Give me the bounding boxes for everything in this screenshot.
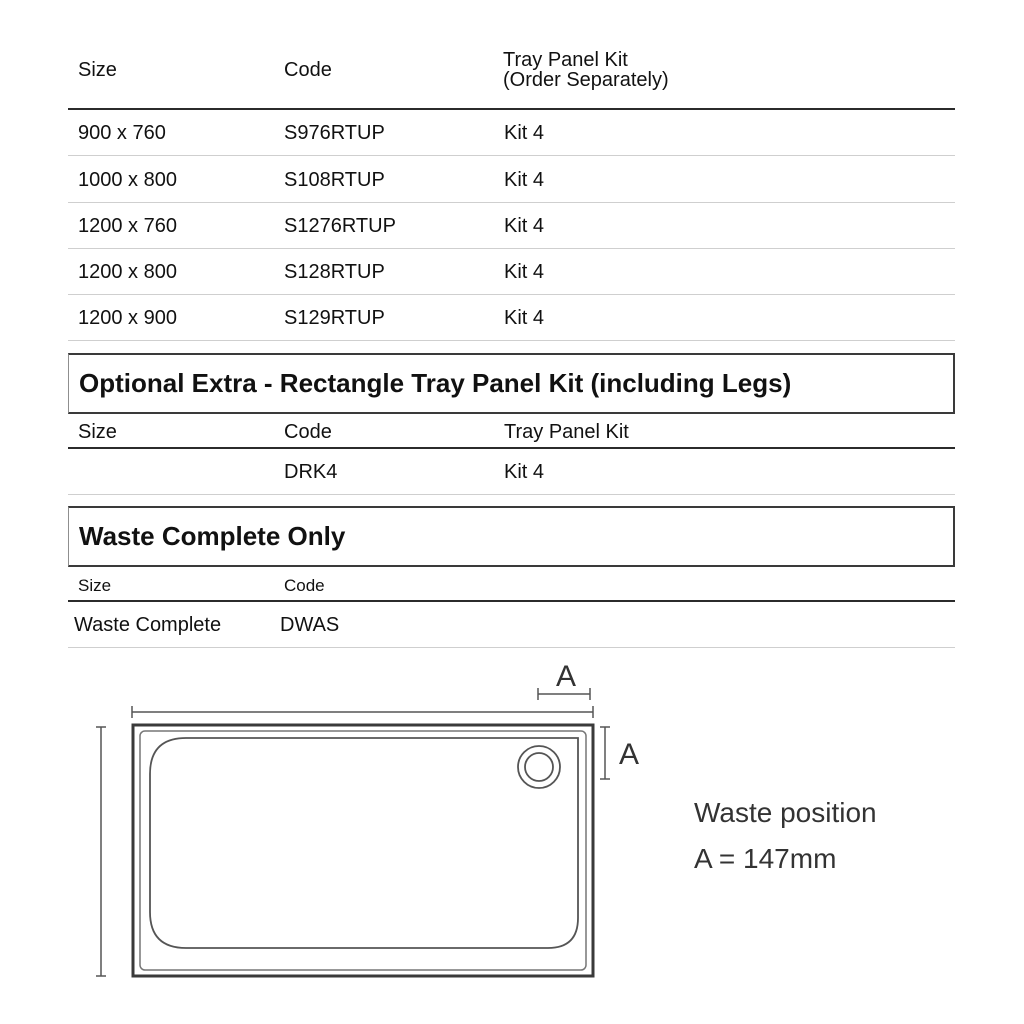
row-divider: [68, 202, 955, 203]
row-code: S129RTUP: [284, 307, 385, 329]
header-size: Size: [78, 59, 117, 81]
header-tray-panel-kit: [503, 50, 669, 90]
row-code: S128RTUP: [284, 261, 385, 283]
row-size: 1000 x 800: [78, 169, 177, 191]
waste-row-code: DWAS: [280, 614, 340, 636]
waste-header-code: Code: [284, 576, 325, 595]
waste-inner-icon: [525, 753, 553, 781]
row-code: S976RTUP: [284, 122, 385, 144]
panel-kit-section-title: Optional Extra - Rectangle Tray Panel Kit (including Legs): [79, 368, 792, 398]
row-code: S108RTUP: [284, 169, 385, 191]
waste-section-header: [68, 506, 955, 567]
waste-position-value: A = 147mm: [694, 843, 837, 874]
row-divider: [68, 647, 955, 648]
row-kit: Kit 4: [504, 122, 545, 144]
dim-side-label: A: [619, 738, 640, 771]
panel-kit-section-header: [68, 353, 955, 414]
panel-header-code: Code: [284, 421, 332, 443]
waste-header-divider: [68, 600, 955, 602]
header-divider: [68, 108, 955, 110]
row-size: 1200 x 900: [78, 307, 177, 329]
header-code: Code: [284, 59, 332, 81]
row-kit: Kit 4: [504, 261, 545, 283]
row-kit: Kit 4: [504, 307, 545, 329]
panel-row-kit: Kit 4: [504, 461, 545, 483]
row-divider: [68, 494, 955, 495]
row-divider: [68, 155, 955, 156]
shower-tray-diagram: [0, 650, 1024, 1024]
row-size: 1200 x 760: [78, 215, 177, 237]
panel-header-size: Size: [78, 421, 117, 443]
waste-position-label: Waste position: [694, 797, 877, 828]
row-kit: Kit 4: [504, 215, 545, 237]
waste-row-size: Waste Complete: [74, 614, 222, 636]
row-size: 1200 x 800: [78, 261, 177, 283]
waste-section-title: Waste Complete Only: [79, 521, 346, 551]
waste-header-size: Size: [78, 576, 112, 595]
row-divider: [68, 294, 955, 295]
row-code: S1276RTUP: [284, 215, 396, 237]
dim-top-label: A: [556, 660, 577, 693]
header-kit-line2: (Order Separately): [503, 69, 669, 91]
row-divider: [68, 248, 955, 249]
panel-row-code: DRK4: [284, 461, 338, 483]
header-kit-line1: Tray Panel Kit: [503, 49, 628, 71]
panel-header-kit: Tray Panel Kit: [504, 421, 629, 443]
panel-header-divider: [68, 447, 955, 449]
row-divider: [68, 340, 955, 341]
row-kit: Kit 4: [504, 169, 545, 191]
row-size: 900 x 760: [78, 122, 166, 144]
